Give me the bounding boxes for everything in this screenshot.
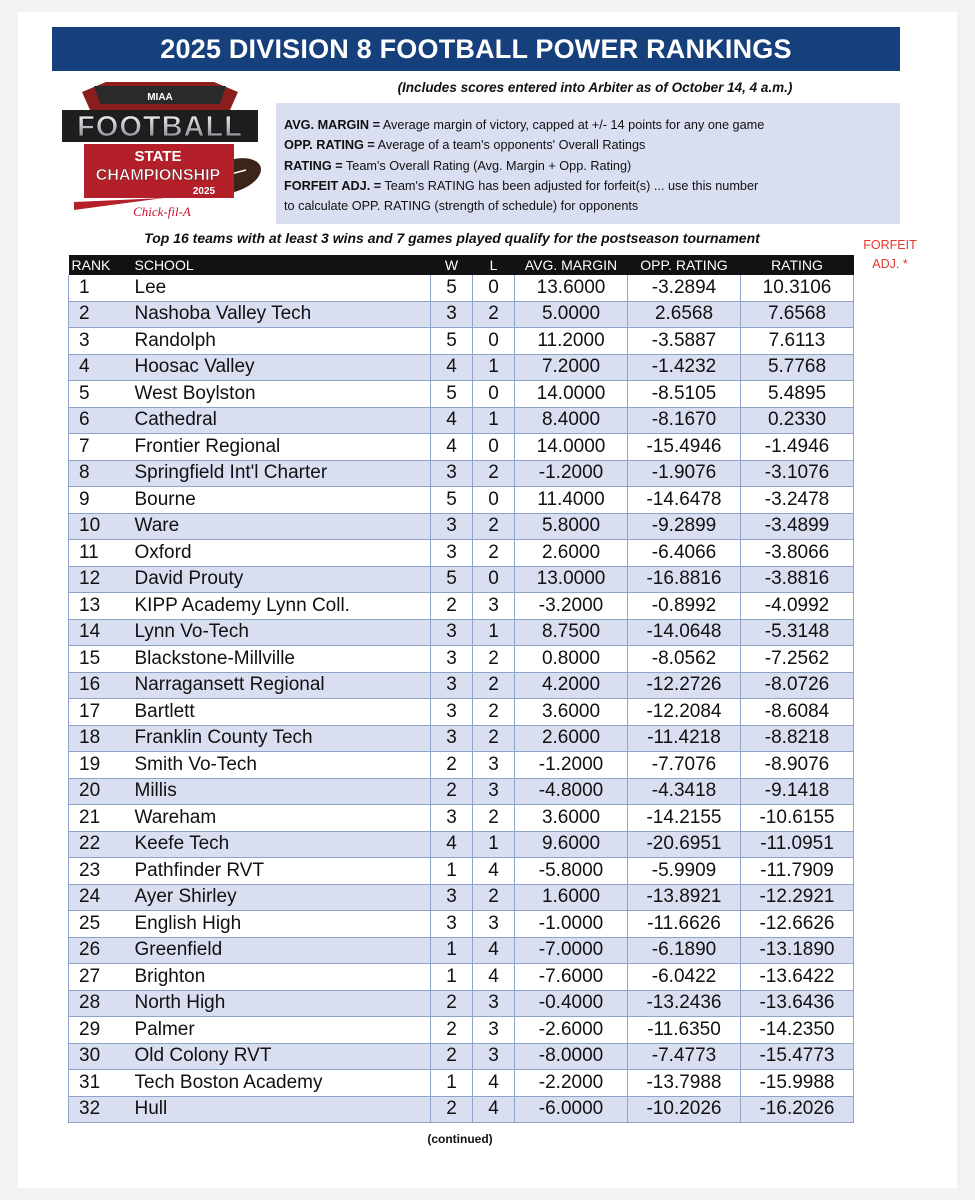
cell-opp-rating: -0.8992 — [628, 593, 741, 620]
cell-avg-margin: -7.0000 — [515, 937, 628, 964]
legend-continuation: to calculate OPP. RATING (strength of schedule) for opponents — [284, 199, 639, 214]
logo-state: STATE — [134, 148, 182, 165]
cell-losses: 4 — [473, 964, 515, 991]
logo-sponsor: Chick-fil-A — [133, 204, 191, 219]
cell-losses: 2 — [473, 805, 515, 832]
cell-opp-rating: -13.7988 — [628, 1070, 741, 1097]
table-row — [69, 831, 854, 858]
cell-rating: 5.7768 — [741, 354, 854, 381]
cell-opp-rating: -8.1670 — [628, 407, 741, 434]
cell-wins: 3 — [431, 646, 473, 673]
cell-wins: 5 — [431, 566, 473, 593]
cell-rating: -12.2921 — [741, 884, 854, 911]
cell-avg-margin: 8.7500 — [515, 619, 628, 646]
cell-losses: 4 — [473, 1096, 515, 1123]
cell-losses: 3 — [473, 752, 515, 779]
cell-avg-margin: 3.6000 — [515, 805, 628, 832]
table-row — [69, 646, 854, 673]
cell-losses: 2 — [473, 460, 515, 487]
cell-rating: -15.9988 — [741, 1070, 854, 1097]
cell-rank: 24 — [69, 884, 127, 911]
table-row — [69, 540, 854, 567]
cell-wins: 5 — [431, 275, 473, 301]
cell-school: Hoosac Valley — [127, 354, 431, 381]
cell-rating: -3.8066 — [741, 540, 854, 567]
cell-avg-margin: -8.0000 — [515, 1043, 628, 1070]
cell-school: English High — [127, 911, 431, 938]
cell-rating: -13.6422 — [741, 964, 854, 991]
cell-avg-margin: 1.6000 — [515, 884, 628, 911]
cell-rank: 4 — [69, 354, 127, 381]
cell-losses: 2 — [473, 699, 515, 726]
cell-losses: 0 — [473, 328, 515, 355]
header-rank: RANK — [69, 255, 127, 275]
legend-box — [276, 103, 900, 224]
cell-rating: -16.2026 — [741, 1096, 854, 1123]
logo-football: FOOTBALL — [77, 111, 243, 143]
table-header-row — [69, 255, 854, 275]
legend-desc: Average of a team's opponents' Overall Ratings — [377, 138, 646, 153]
table-row — [69, 566, 854, 593]
cell-avg-margin: 2.6000 — [515, 540, 628, 567]
cell-avg-margin: 11.2000 — [515, 328, 628, 355]
cell-avg-margin: 7.2000 — [515, 354, 628, 381]
cell-opp-rating: -12.2084 — [628, 699, 741, 726]
cell-rating: 7.6568 — [741, 301, 854, 328]
rankings-table — [68, 255, 854, 1123]
cell-rank: 9 — [69, 487, 127, 514]
cell-school: Cathedral — [127, 407, 431, 434]
table-row — [69, 752, 854, 779]
cell-opp-rating: -1.9076 — [628, 460, 741, 487]
cell-school: KIPP Academy Lynn Coll. — [127, 593, 431, 620]
legend-term: RATING = — [284, 158, 343, 173]
cell-school: Greenfield — [127, 937, 431, 964]
header-wins: W — [431, 255, 473, 275]
cell-wins: 3 — [431, 460, 473, 487]
table-row — [69, 513, 854, 540]
legend-term: OPP. RATING = — [284, 138, 375, 153]
cell-school: Narragansett Regional — [127, 672, 431, 699]
cell-avg-margin: 13.6000 — [515, 275, 628, 301]
table-row — [69, 593, 854, 620]
legend-term: FORFEIT ADJ. = — [284, 178, 382, 193]
cell-rating: -8.6084 — [741, 699, 854, 726]
cell-avg-margin: 3.6000 — [515, 699, 628, 726]
table-row — [69, 858, 854, 885]
cell-rank: 29 — [69, 1017, 127, 1044]
cell-wins: 2 — [431, 1096, 473, 1123]
cell-opp-rating: -6.4066 — [628, 540, 741, 567]
table-row — [69, 672, 854, 699]
cell-rank: 27 — [69, 964, 127, 991]
cell-wins: 1 — [431, 964, 473, 991]
cell-wins: 4 — [431, 354, 473, 381]
cell-wins: 5 — [431, 381, 473, 408]
cell-avg-margin: -2.6000 — [515, 1017, 628, 1044]
cell-school: Bartlett — [127, 699, 431, 726]
cell-rank: 6 — [69, 407, 127, 434]
logo-miaa: MIAA — [147, 92, 173, 103]
cell-rank: 16 — [69, 672, 127, 699]
cell-rating: 0.2330 — [741, 407, 854, 434]
cell-losses: 2 — [473, 301, 515, 328]
cell-opp-rating: -6.1890 — [628, 937, 741, 964]
table-row — [69, 884, 854, 911]
cell-rating: -8.0726 — [741, 672, 854, 699]
cell-losses: 4 — [473, 858, 515, 885]
cell-rank: 26 — [69, 937, 127, 964]
cell-school: Randolph — [127, 328, 431, 355]
cell-rank: 18 — [69, 725, 127, 752]
cell-rating: -11.0951 — [741, 831, 854, 858]
cell-rank: 15 — [69, 646, 127, 673]
table-row — [69, 619, 854, 646]
cell-losses: 0 — [473, 487, 515, 514]
cell-avg-margin: -1.2000 — [515, 752, 628, 779]
cell-losses: 1 — [473, 619, 515, 646]
cell-rank: 12 — [69, 566, 127, 593]
logo-year: 2025 — [192, 186, 216, 197]
cell-rank: 28 — [69, 990, 127, 1017]
cell-losses: 2 — [473, 725, 515, 752]
cell-school: Oxford — [127, 540, 431, 567]
cell-losses: 3 — [473, 778, 515, 805]
cell-wins: 2 — [431, 1017, 473, 1044]
cell-losses: 3 — [473, 1043, 515, 1070]
legend-item — [284, 135, 900, 155]
forfeit-line-2: ADJ. * — [872, 257, 908, 271]
cell-opp-rating: -8.5105 — [628, 381, 741, 408]
cell-wins: 3 — [431, 513, 473, 540]
cell-school: Pathfinder RVT — [127, 858, 431, 885]
table-row — [69, 487, 854, 514]
table-row — [69, 460, 854, 487]
table-row — [69, 964, 854, 991]
cell-rank: 3 — [69, 328, 127, 355]
table-row — [69, 1017, 854, 1044]
cell-opp-rating: -14.6478 — [628, 487, 741, 514]
cell-rating: -10.6155 — [741, 805, 854, 832]
cell-losses: 2 — [473, 646, 515, 673]
cell-school: Ayer Shirley — [127, 884, 431, 911]
table-row — [69, 301, 854, 328]
cell-opp-rating: -13.2436 — [628, 990, 741, 1017]
cell-avg-margin: -1.2000 — [515, 460, 628, 487]
cell-avg-margin: 5.8000 — [515, 513, 628, 540]
cell-wins: 3 — [431, 805, 473, 832]
cell-avg-margin: -2.2000 — [515, 1070, 628, 1097]
legend-item — [284, 156, 900, 176]
cell-opp-rating: -11.6626 — [628, 911, 741, 938]
cell-opp-rating: -7.4773 — [628, 1043, 741, 1070]
cell-opp-rating: -11.6350 — [628, 1017, 741, 1044]
cell-rank: 25 — [69, 911, 127, 938]
cell-losses: 4 — [473, 1070, 515, 1097]
table-row — [69, 275, 854, 301]
cell-wins: 2 — [431, 1043, 473, 1070]
cell-rank: 14 — [69, 619, 127, 646]
cell-rank: 22 — [69, 831, 127, 858]
legend-item — [284, 176, 900, 196]
cell-school: Hull — [127, 1096, 431, 1123]
cell-rank: 2 — [69, 301, 127, 328]
cell-rating: -1.4946 — [741, 434, 854, 461]
cell-opp-rating: -1.4232 — [628, 354, 741, 381]
legend-desc: Team's Overall Rating (Avg. Margin + Opp. Rating) — [345, 158, 632, 173]
cell-wins: 3 — [431, 699, 473, 726]
cell-losses: 3 — [473, 990, 515, 1017]
cell-wins: 4 — [431, 434, 473, 461]
cell-rank: 32 — [69, 1096, 127, 1123]
cell-school: Keefe Tech — [127, 831, 431, 858]
cell-school: Palmer — [127, 1017, 431, 1044]
cell-opp-rating: -14.0648 — [628, 619, 741, 646]
legend-desc: Team's RATING has been adjusted for forfeit(s) ... use this number — [384, 178, 759, 193]
table-row — [69, 778, 854, 805]
cell-school: Springfield Int'l Charter — [127, 460, 431, 487]
cell-opp-rating: -10.2026 — [628, 1096, 741, 1123]
cell-school: Millis — [127, 778, 431, 805]
cell-opp-rating: -5.9909 — [628, 858, 741, 885]
cell-avg-margin: 9.6000 — [515, 831, 628, 858]
cell-school: Frontier Regional — [127, 434, 431, 461]
cell-wins: 2 — [431, 593, 473, 620]
forfeit-line-1: FORFEIT — [863, 238, 917, 252]
cell-rating: -13.1890 — [741, 937, 854, 964]
football-championship-logo — [54, 74, 266, 224]
cell-wins: 1 — [431, 937, 473, 964]
cell-avg-margin: 0.8000 — [515, 646, 628, 673]
cell-opp-rating: -8.0562 — [628, 646, 741, 673]
cell-avg-margin: -1.0000 — [515, 911, 628, 938]
cell-rank: 8 — [69, 460, 127, 487]
cell-losses: 1 — [473, 407, 515, 434]
table-row — [69, 1070, 854, 1097]
cell-rank: 11 — [69, 540, 127, 567]
cell-losses: 2 — [473, 540, 515, 567]
cell-rating: -13.6436 — [741, 990, 854, 1017]
cell-rating: -11.7909 — [741, 858, 854, 885]
cell-losses: 0 — [473, 434, 515, 461]
cell-opp-rating: -9.2899 — [628, 513, 741, 540]
cell-school: Ware — [127, 513, 431, 540]
cell-school: West Boylston — [127, 381, 431, 408]
cell-wins: 3 — [431, 540, 473, 567]
cell-rank: 23 — [69, 858, 127, 885]
cell-avg-margin: 5.0000 — [515, 301, 628, 328]
cell-wins: 5 — [431, 487, 473, 514]
cell-opp-rating: 2.6568 — [628, 301, 741, 328]
cell-school: Smith Vo-Tech — [127, 752, 431, 779]
cell-avg-margin: 4.2000 — [515, 672, 628, 699]
cell-wins: 2 — [431, 990, 473, 1017]
logo-championship: CHAMPIONSHIP — [95, 167, 221, 184]
cell-wins: 3 — [431, 911, 473, 938]
cell-avg-margin: -3.2000 — [515, 593, 628, 620]
cell-opp-rating: -13.8921 — [628, 884, 741, 911]
cell-rank: 17 — [69, 699, 127, 726]
cell-rank: 7 — [69, 434, 127, 461]
cell-rating: -7.2562 — [741, 646, 854, 673]
cell-school: Lee — [127, 275, 431, 301]
forfeit-adj-note — [850, 236, 930, 274]
table-row — [69, 328, 854, 355]
cell-losses: 2 — [473, 884, 515, 911]
cell-rating: -15.4773 — [741, 1043, 854, 1070]
page-title: 2025 DIVISION 8 FOOTBALL POWER RANKINGS — [52, 27, 900, 71]
cell-school: David Prouty — [127, 566, 431, 593]
cell-wins: 5 — [431, 328, 473, 355]
legend-item — [284, 115, 900, 135]
cell-rank: 19 — [69, 752, 127, 779]
cell-rating: -3.1076 — [741, 460, 854, 487]
cell-opp-rating: -15.4946 — [628, 434, 741, 461]
qualify-note: Top 16 teams with at least 3 wins and 7 games played qualify for the postseason tournament — [144, 230, 760, 246]
cell-opp-rating: -16.8816 — [628, 566, 741, 593]
cell-school: Lynn Vo-Tech — [127, 619, 431, 646]
cell-school: Bourne — [127, 487, 431, 514]
cell-losses: 0 — [473, 275, 515, 301]
cell-rank: 21 — [69, 805, 127, 832]
cell-school: Old Colony RVT — [127, 1043, 431, 1070]
cell-opp-rating: -3.2894 — [628, 275, 741, 301]
table-row — [69, 1096, 854, 1123]
cell-losses: 2 — [473, 672, 515, 699]
cell-rating: 5.4895 — [741, 381, 854, 408]
cell-wins: 3 — [431, 672, 473, 699]
cell-avg-margin: 13.0000 — [515, 566, 628, 593]
cell-rating: -12.6626 — [741, 911, 854, 938]
table-row — [69, 407, 854, 434]
table-row — [69, 1043, 854, 1070]
cell-rating: -5.3148 — [741, 619, 854, 646]
cell-school: Nashoba Valley Tech — [127, 301, 431, 328]
cell-opp-rating: -7.7076 — [628, 752, 741, 779]
cell-school: North High — [127, 990, 431, 1017]
cell-rating: -8.8218 — [741, 725, 854, 752]
cell-losses: 1 — [473, 831, 515, 858]
cell-wins: 3 — [431, 884, 473, 911]
cell-school: Tech Boston Academy — [127, 1070, 431, 1097]
cell-rating: 10.3106 — [741, 275, 854, 301]
cell-opp-rating: -6.0422 — [628, 964, 741, 991]
cell-losses: 0 — [473, 381, 515, 408]
as-of-note: (Includes scores entered into Arbiter as of October 14, 4 a.m.) — [397, 80, 793, 95]
cell-rank: 5 — [69, 381, 127, 408]
legend-term: AVG. MARGIN = — [284, 118, 380, 132]
cell-opp-rating: -3.5887 — [628, 328, 741, 355]
table-row — [69, 381, 854, 408]
cell-losses: 1 — [473, 354, 515, 381]
cell-wins: 1 — [431, 858, 473, 885]
cell-avg-margin: 2.6000 — [515, 725, 628, 752]
cell-rating: -3.2478 — [741, 487, 854, 514]
cell-wins: 1 — [431, 1070, 473, 1097]
table-row — [69, 911, 854, 938]
cell-wins: 4 — [431, 407, 473, 434]
cell-avg-margin: -4.8000 — [515, 778, 628, 805]
cell-opp-rating: -11.4218 — [628, 725, 741, 752]
cell-avg-margin: -7.6000 — [515, 964, 628, 991]
header-rating: RATING — [741, 255, 854, 275]
cell-rank: 31 — [69, 1070, 127, 1097]
cell-rank: 30 — [69, 1043, 127, 1070]
header-opp-rating: OPP. RATING — [628, 255, 741, 275]
cell-school: Blackstone-Millville — [127, 646, 431, 673]
cell-rank: 13 — [69, 593, 127, 620]
cell-rating: -9.1418 — [741, 778, 854, 805]
cell-rating: -4.0992 — [741, 593, 854, 620]
cell-avg-margin: -6.0000 — [515, 1096, 628, 1123]
table-row — [69, 725, 854, 752]
legend-desc: Average margin of victory, capped at +/- 14 points for any one game — [382, 118, 765, 132]
cell-wins: 3 — [431, 619, 473, 646]
cell-avg-margin: -0.4000 — [515, 990, 628, 1017]
table-row — [69, 990, 854, 1017]
cell-losses: 0 — [473, 566, 515, 593]
cell-rating: -14.2350 — [741, 1017, 854, 1044]
cell-avg-margin: 14.0000 — [515, 381, 628, 408]
cell-losses: 3 — [473, 911, 515, 938]
table-row — [69, 354, 854, 381]
cell-losses: 3 — [473, 593, 515, 620]
table-row — [69, 699, 854, 726]
cell-school: Franklin County Tech — [127, 725, 431, 752]
cell-opp-rating: -12.2726 — [628, 672, 741, 699]
cell-opp-rating: -20.6951 — [628, 831, 741, 858]
cell-opp-rating: -4.3418 — [628, 778, 741, 805]
cell-wins: 2 — [431, 752, 473, 779]
cell-rank: 1 — [69, 275, 127, 301]
cell-rating: 7.6113 — [741, 328, 854, 355]
cell-wins: 2 — [431, 778, 473, 805]
cell-avg-margin: 11.4000 — [515, 487, 628, 514]
cell-wins: 3 — [431, 725, 473, 752]
cell-wins: 4 — [431, 831, 473, 858]
cell-losses: 2 — [473, 513, 515, 540]
table-row — [69, 805, 854, 832]
cell-rating: -3.8816 — [741, 566, 854, 593]
table-row — [69, 434, 854, 461]
table-row — [69, 937, 854, 964]
cell-opp-rating: -14.2155 — [628, 805, 741, 832]
header-school: SCHOOL — [127, 255, 431, 275]
header-losses: L — [473, 255, 515, 275]
cell-avg-margin: 14.0000 — [515, 434, 628, 461]
cell-avg-margin: 8.4000 — [515, 407, 628, 434]
cell-rank: 10 — [69, 513, 127, 540]
cell-avg-margin: -5.8000 — [515, 858, 628, 885]
cell-rating: -3.4899 — [741, 513, 854, 540]
cell-school: Wareham — [127, 805, 431, 832]
cell-losses: 3 — [473, 1017, 515, 1044]
cell-rank: 20 — [69, 778, 127, 805]
cell-school: Brighton — [127, 964, 431, 991]
header-avg-margin: AVG. MARGIN — [515, 255, 628, 275]
cell-wins: 3 — [431, 301, 473, 328]
continued-note: (continued) — [427, 1132, 493, 1146]
cell-rating: -8.9076 — [741, 752, 854, 779]
cell-losses: 4 — [473, 937, 515, 964]
